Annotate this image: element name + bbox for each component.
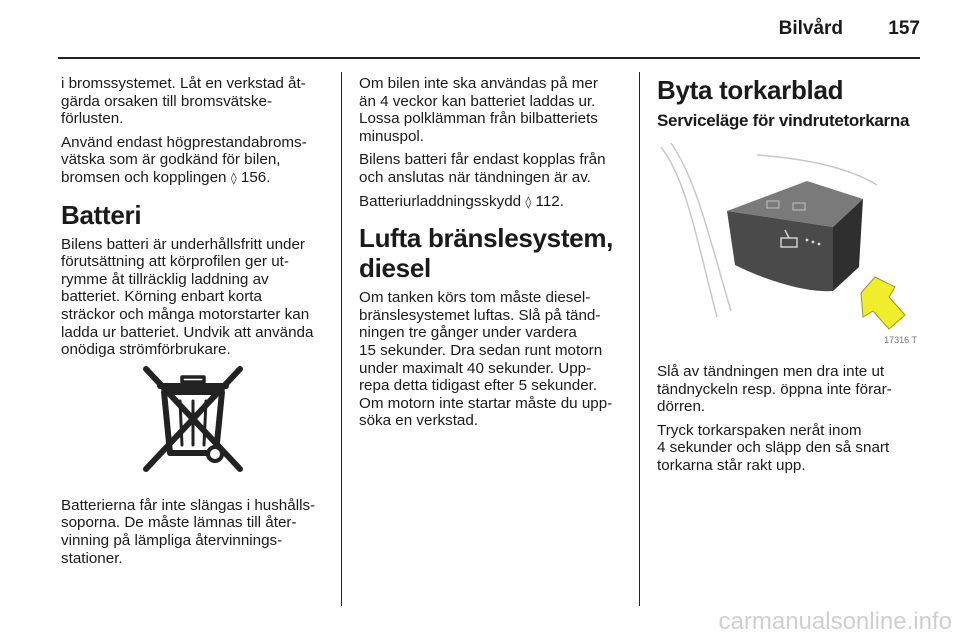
subheading-service-mode: Serviceläge för vindrutetorkarna (657, 111, 910, 130)
section-title: Bilvård (778, 18, 844, 39)
cross-reference-icon: ◊ (230, 170, 237, 185)
cross-reference-icon: ◊ (525, 194, 532, 209)
header-rule (58, 57, 920, 59)
battery-paragraph: Bilens batteri är underhållsfritt under förutsättning att körprofilen ger ut- rymme åt tillräcklig laddning av batteriet. Körning enbart korta sträckor och många motorstarter kan ladda ur batteriet. Undvik att använda onödiga strömförbrukare. (61, 235, 314, 359)
brake-fluid-paragraph: i bromssystemet. Låt en verkstad åt- gärda orsaken till bromsvätske- förlusten. (61, 75, 306, 128)
fuel-bleeding-paragraph: Om tanken körs tom måste diesel- bränslesystemet luftas. Slå på tänd- ningen tre gånger under vardera 15 sekunder. Dra sedan runt motorn under maximalt 40 sekunder. Upp- repa detta tidigast efter 5 sekunder. Om motorn inte startar måste du upp- söka en verkstad. (359, 289, 613, 430)
column-divider-1 (341, 72, 342, 606)
page-reference-link[interactable]: 112. (535, 192, 564, 210)
wiper-lever-figure (657, 141, 921, 347)
page-reference-link[interactable]: 156. (240, 168, 271, 186)
heading-byta-torkarblad: Byta torkarblad (657, 75, 844, 105)
battery-disposal-paragraph: Batterierna får inte slängas i hushålls- soporna. De måste lämnas till åter- vinning på lämpliga återvinnings- stationer. (61, 496, 316, 567)
battery-storage-paragraph: Om bilen inte ska användas på mer än 4 veckor kan batteriet laddas ur. Lossa polklämman från bilbatteriets minuspol. (359, 75, 598, 145)
heading-lufta-bransle: Lufta bränslesystem, diesel (359, 223, 614, 284)
watermark: carmanualsonline.info (718, 608, 952, 635)
battery-protection-paragraph: Batteriurladdningsskydd ◊ 112. (359, 192, 564, 210)
column-2 (359, 75, 627, 436)
column-divider-2 (639, 72, 640, 606)
column-3 (657, 75, 925, 481)
figure-id: 17316 T (884, 335, 917, 345)
page-number: 157 (888, 18, 920, 39)
battery-disconnect-paragraph: Bilens batteri får endast kopplas från och anslutas när tändningen är av. (359, 151, 606, 186)
page-header (779, 18, 920, 40)
heading-batteri: Batteri (61, 199, 142, 230)
ignition-paragraph: Slå av tändningen men dra inte ut tändnyckeln resp. öppna inte förar- dörren. (657, 363, 892, 416)
column-1 (61, 75, 333, 573)
crossed-out-wheelie-bin-icon (138, 365, 248, 473)
wiper-lever (727, 181, 863, 291)
wiper-lever-paragraph: Tryck torkarspaken neråt inom 4 sekunder och släpp den så snart torkarna står rakt upp. (657, 421, 890, 474)
brake-fluid-spec-paragraph: Använd endast högprestandabroms- vätska som är godkänd för bilen, bromsen och kopplingen ◊ 156. (61, 133, 307, 186)
yellow-push-arrow-icon (861, 277, 905, 329)
